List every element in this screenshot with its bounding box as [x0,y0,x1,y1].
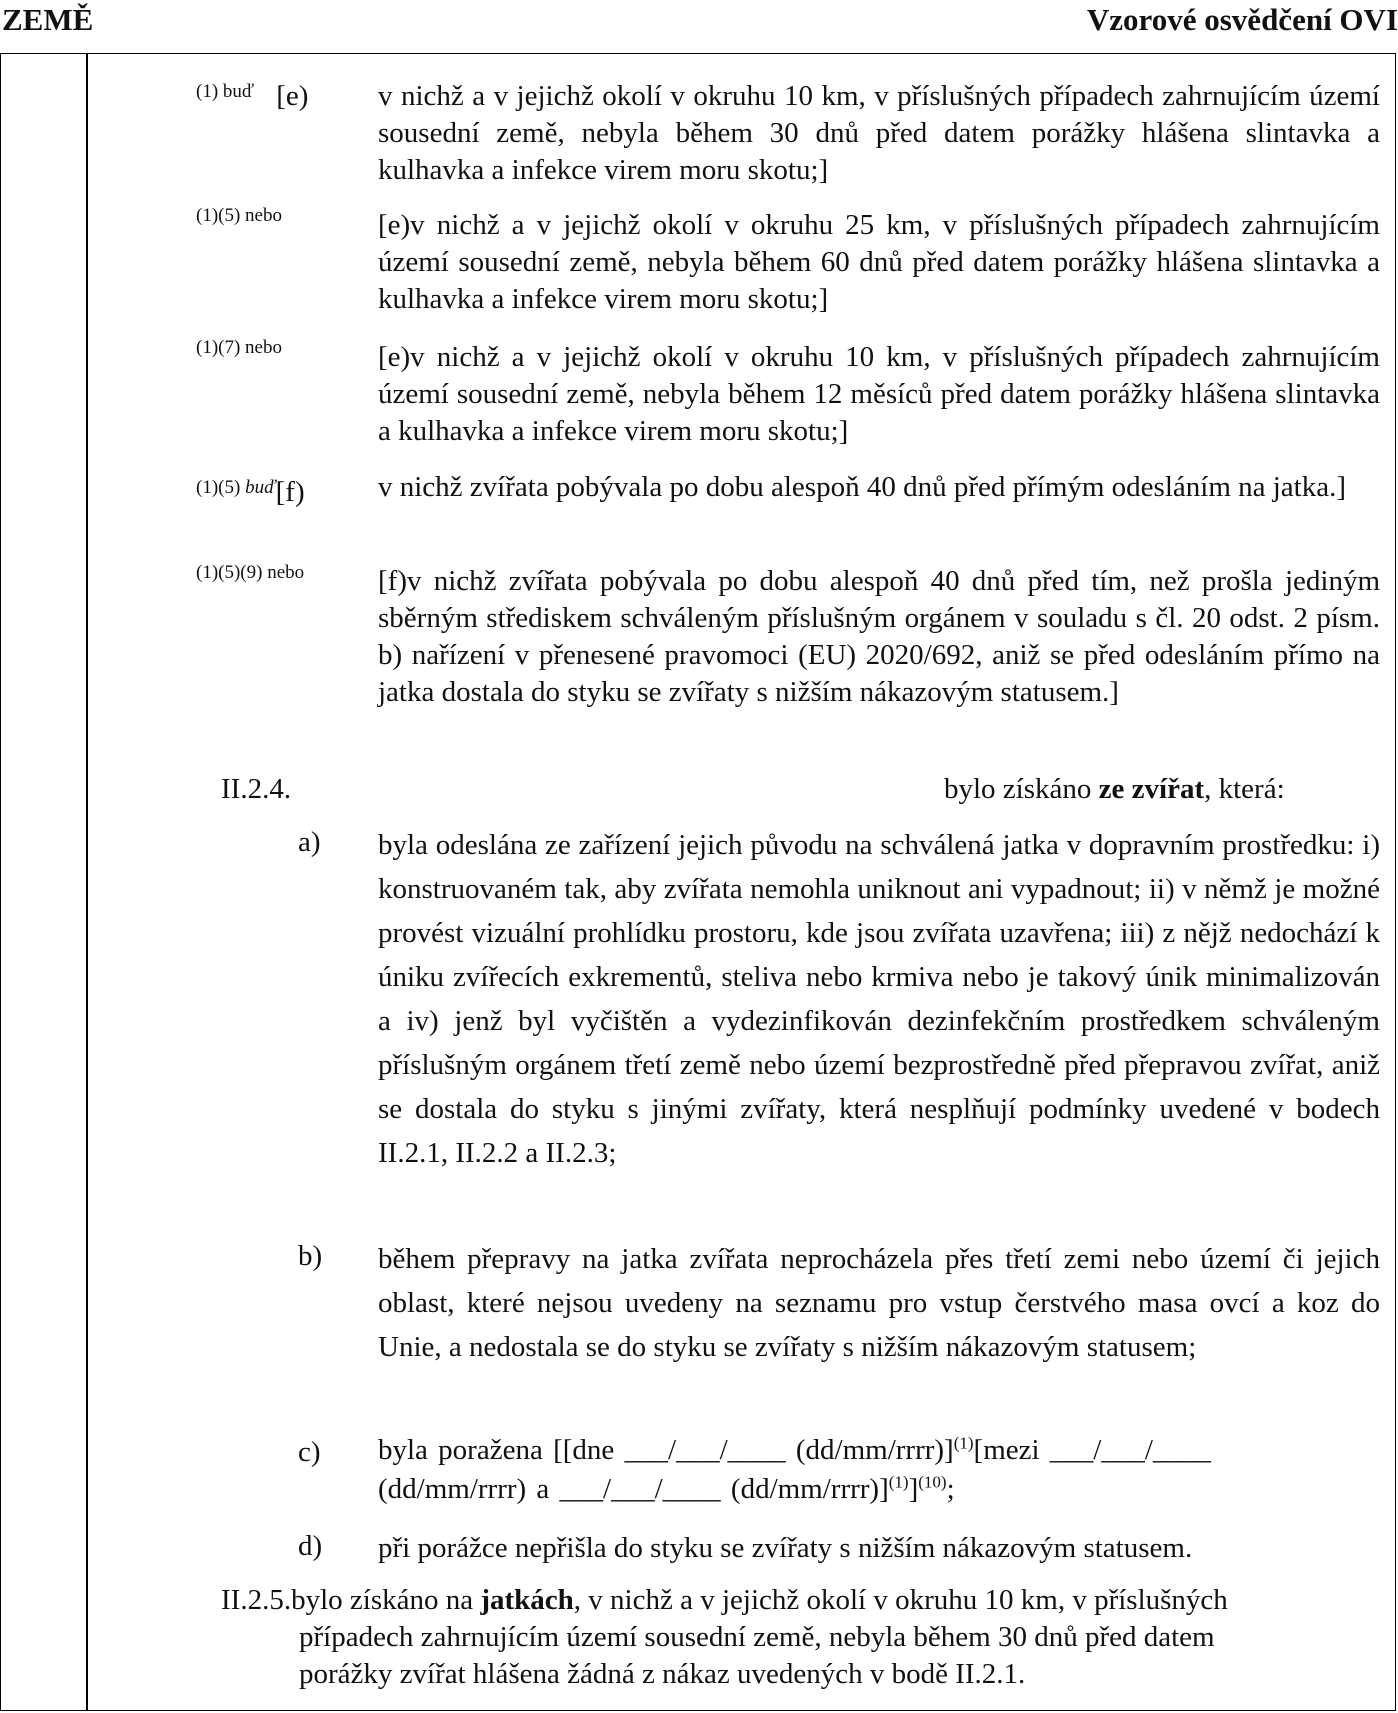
header-certificate-title: Vzorové osvědčení OVI [1086,2,1398,37]
paragraph: v nichž zvířata pobývala po dobu alespoň 40 dnů před přímým odesláním na jatka.] [378,471,1347,503]
paragraph: během přepravy na jatka zvířata neprocházela přes třetí zemi nebo území či jejich oblast, které nejsou uvedeny na seznamu pro vstup čerstvého masa ovcí a koz do Unie, a nedostala se do styku se zvířaty s nižším nákazovým statusem; [378,1243,1380,1363]
option-label: [f) [275,476,305,508]
header-country: ZEMĚ [2,2,94,37]
paragraph: [e)v nichž a v jejichž okolí v okruhu 10 km, v příslušných případech zahrnujícím území sousední země, nebyla během 12 měsíců před datem porážky hlášena slintavka a kulhavka a infekce virem moru skotu;] [378,341,1380,447]
footnote-marker: (1)(5) buď[f) [196,476,305,508]
footnote-marker: (1) buď [e) [196,80,309,112]
item-letter: a) [298,826,321,858]
slaughter-date-paragraph: byla poražena [[dne ___/___/____ (dd/mm/rrrr)]$^{(1)}$[mezi ___/___/____ (dd/mm/rrrr) a ___/___/____ (dd/mm/rrrr)]$^{(1)}$]$^{(10)}$; [378,1433,1211,1505]
footnote-marker: (1)(7) nebo [196,337,282,358]
item-letter: b) [298,1240,323,1272]
section-number: II.2.4. [221,773,292,805]
footnote-marker: (1)(5) nebo [196,205,282,226]
paragraph: [f)v nichž zvířata pobývala po dobu alespoň 40 dnů před tím, než prošla jediným sběrným střediskem schváleným příslušným orgánem v souladu s čl. 20 odst. 2 písm. b) nařízení v přenesené pravomoci (EU) 2020/692, aniž se před odesláním přímo na jatka dostala do styku se zvířaty s nižším nákazovým statusem.] [378,565,1380,708]
section-heading: bylo získáno ze zvířat, která: [944,773,1285,805]
paragraph: při porážce nepřišla do styku se zvířaty s nižším nákazovým statusem. [378,1532,1193,1564]
paragraph: v nichž a v jejichž okolí v okruhu 10 km, v příslušných případech zahrnujícím území sousední země, nebyla během 30 dnů před datem porážky hlášena slintavka a kulhavka a infekce virem moru skotu;] [378,80,1380,186]
item-letter: c) [298,1436,321,1468]
section-paragraph: II.2.5.bylo získáno na jatkách, v nichž a v jejichž okolí v okruhu 10 km, v příslušných případech zahrnujícím území sousední země, nebyla během 30 dnů před datem porážky zvířat hlášena žádná z nákaz uvedených v bodě II.2.1. [221,1584,1228,1690]
footnote-marker: (1)(5)(9) nebo [196,562,305,583]
column-divider [86,53,88,1711]
paragraph: [e)v nichž a v jejichž okolí v okruhu 25 km, v příslušných případech zahrnujícím území sousední země, nebyla během 60 dnů před datem porážky hlášena slintavka a kulhavka a infekce virem moru skotu;] [378,209,1380,315]
item-letter: d) [298,1530,323,1562]
paragraph: byla odeslána ze zařízení jejich původu na schválená jatka v dopravním prostředku: i) konstruovaném tak, aby zvířata nemohla uniknout ani vypadnout; ii) v němž je možné provést vizuální prohlídku prostoru, kde jsou zvířata uzavřena; iii) z nějž nedochází k úniku zvířecích exkrementů, steliva nebo krmiva nebo je takový únik minimalizován a iv) jenž byl vyčištěn a vydezinfikován dezinfekčním prostředkem schváleným příslušným orgánem třetí země nebo území bezprostředně před přepravou zvířat, aniž se dostala do styku s jinými zvířaty, která nesplňují podmínky uvedené v bodech II.2.1, II.2.2 a II.2.3; [378,829,1380,1169]
option-label: [e) [276,80,309,112]
page-header [0,0,1398,44]
